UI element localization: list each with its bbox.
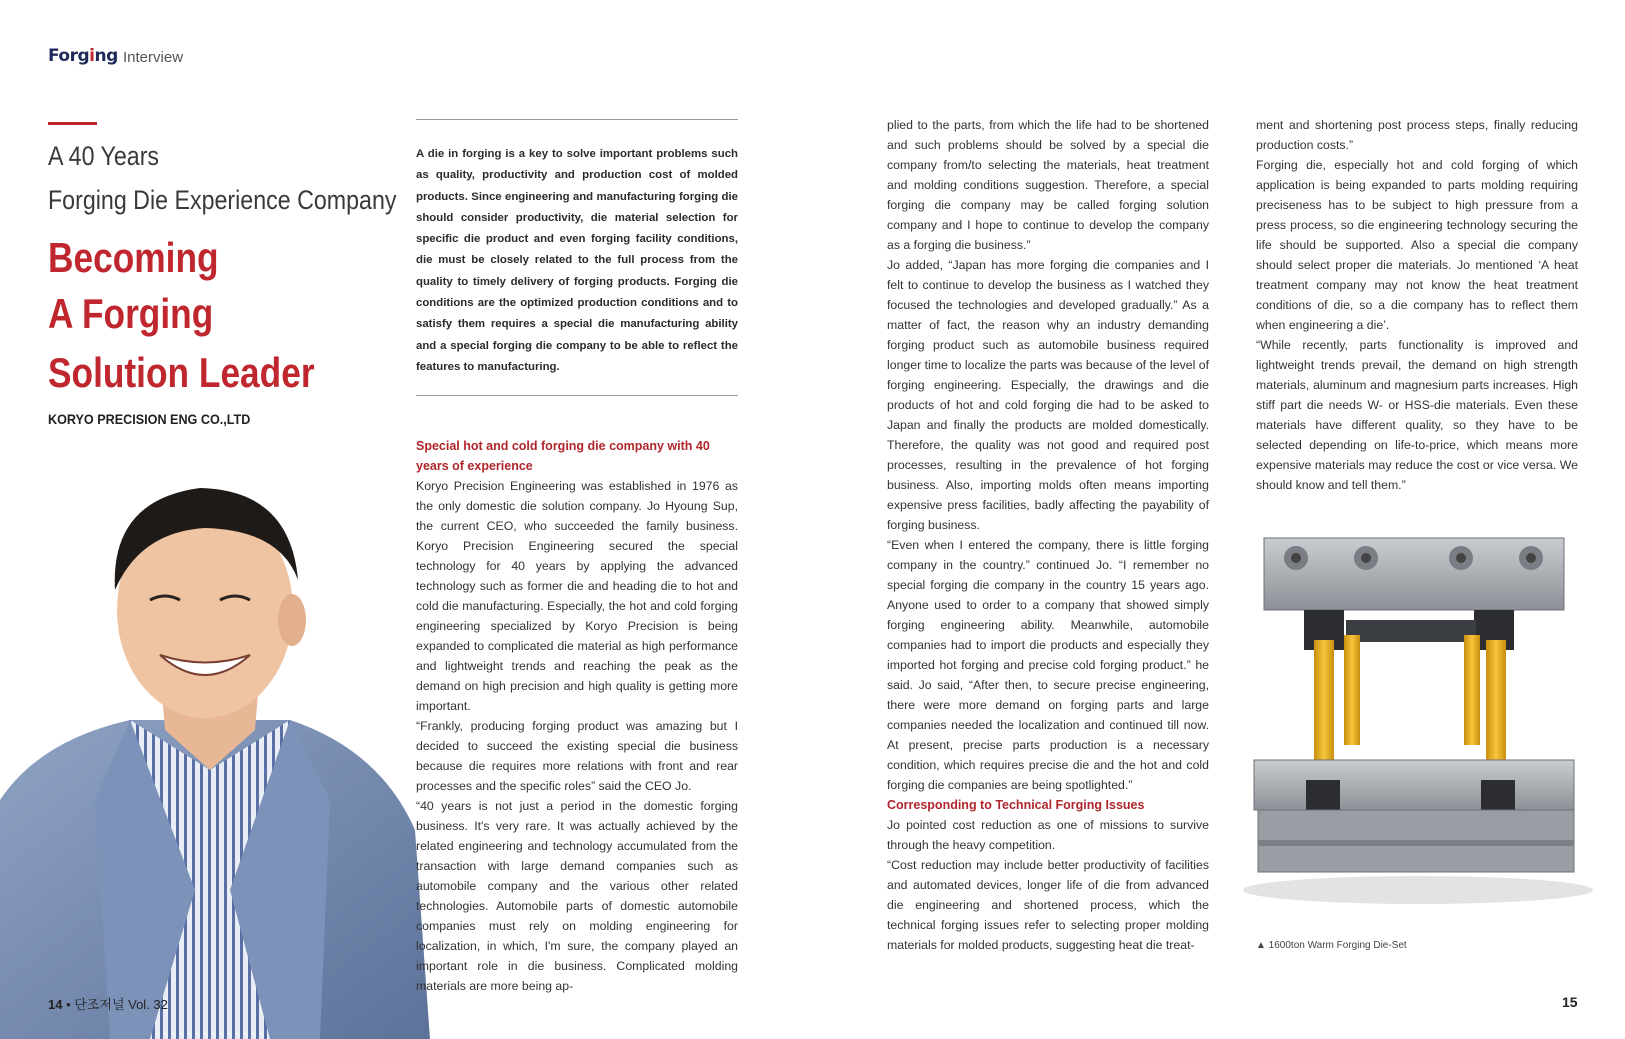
company-name: KORYO PRECISION ENG CO.,LTD [48,411,251,427]
section-label: Interview [123,49,184,66]
section-heading-technical: Corresponding to Technical Forging Issues [887,798,1145,812]
subtitle-line-1: A 40 Years [48,141,160,171]
body-column-2 [887,115,1209,795]
headline-line-2: A Forging [48,290,214,337]
body-paragraph: Forging die, especially hot and cold forging of which application is being expanded to parts molding requiring preciseness has to be subject to high pressure from a press process, so die engineering technology securing the life should be supported. Also a special die company should select proper die materials. Jo mentioned ‘A heat treatment company may not know the heat treatment conditions of die, so a die company has to reflect them when engineering a die’. [1256,158,1578,332]
magazine-logo: Forging [48,46,118,66]
folio-left: 14 • 단조저널 Vol. 32 [48,997,168,1012]
body-paragraph: “Frankly, producing forging product was amazing but I decided to succeed the existing special die business because die requires more relations with front and rear processes and the specific roles” said the CEO Jo. [416,719,738,793]
headline-line-3: Solution Leader [48,349,315,396]
body-paragraph: “Even when I entered the company, there is little forging company in the country.” continued Jo. “I remember no special forging die company in the country 15 years ago. Anyone used to order to a company that showed simply forging engineering ability. Meanwhile, automobile companies had to import die products and especially they imported hot forging and precise cold forging product.” he said. Jo said, “After then, to secure precise engineering, there were more demand on forging parts and large companies needed the localization and continued till now. At present, precise parts production is a necessary condition, which requires precise die and the hot and cold forging die companies are being spotlighted.” [887,538,1209,792]
body-paragraph: “While recently, parts functionality is improved and lightweight trends prevail, the demand on high strength materials, aluminum and magnesium parts increases. High stiff part die needs W- or HSS-die materials. Even these materials have different quality, so they have to be selected depending on life-to-price, which means more expensive materials may reduce the cost or vice versa. We should know and tell them.” [1256,338,1578,492]
die-set-photo [1236,530,1601,910]
body-column-1 [416,476,738,996]
folio-right: 15 [1562,994,1578,1010]
lead-bottom-rule [416,395,738,396]
lead-paragraph: A die in forging is a key to solve important problems such as quality, productivity and production cost of molded products. Since engineering and manufacturing forging die should consider productivity, die material selection for specific die product and even forging facility conditions, die must be closely related to the full process from the quality to timely delivery of forging products. Forging die conditions are the optimized production conditions and to satisfy them requires a special die manufacturing ability and a special forging die company to be able to reflect the features to manufacturing. [416,148,738,373]
body-paragraph: Koryo Precision Engineering was established in 1976 as the only domestic die solution company. Jo Hyoung Sup, the current CEO, who succeeded the family business. Koryo Precision Engineering secured the special technology for 40 years by applying the advanced technology such as former die and heading die to hot and cold die manufacturing. Especially, the hot and cold forging engineering specialized by Koryo Precision is being expanded to complicated die material as high performance and lightweight trends and reaching the peak as the demand on high precision and high quality is getting more important. [416,479,738,713]
body-column-3 [1256,115,1578,495]
title-accent-bar [48,122,97,125]
body-paragraph: Jo added, “Japan has more forging die companies and I felt to continue to develop the business as I watched they focused the technologies and developed gradually.” As a matter of fact, the reason why an industry demanding forging product such as automobile business required longer time to localize the parts was because of the level of forging engineering. Especially, the drawings and die products of hot and cold forging die had to be asked to Japan and finally the products are molded domestically. Therefore, the quality was not good and required post processes, resulting in the prevalence of hot forging business. Also, importing molds often means importing expensive press facilities, badly affecting the payability of forging business. [887,258,1209,532]
body-paragraph: “Cost reduction may include better productivity of facilities and automated devices, longer life of die from advanced die engineering and shortened process, which the technical forging issues refer to selecting proper molding materials for molded products, suggesting heat die treat- [887,858,1209,952]
body-column-2-continued [887,815,1209,955]
body-paragraph: “40 years is not just a period in the domestic forging business. It's very rare. It was actually achieved by the related engineering and technology accumulated from the transaction with large demand companies such as automobile company and the various other related technologies. Automobile parts of domestic automobile companies must rely on molding engineering for localization, in which, I'm sure, the company played an important role in die business. Complicated molding materials are more being ap- [416,799,738,993]
lead-top-rule [416,119,738,120]
headline-line-1: Becoming [48,234,219,281]
body-paragraph: ment and shortening post process steps, finally reducing production costs.” [1256,118,1578,152]
body-paragraph: plied to the parts, from which the life had to be shortened and such problems should be solved by a special die company from/to selecting the materials, heat treatment and molding conditions suggestion. Therefore, a special forging die company may be called forging solution company and I hope to continue to develop the company as a forging die business.” [887,118,1209,252]
photo-caption: ▲ 1600ton Warm Forging Die-Set [1256,940,1407,951]
body-paragraph: Jo pointed cost reduction as one of missions to survive through the heavy competition. [887,818,1209,852]
subtitle-line-2: Forging Die Experience Company [48,185,397,215]
ceo-portrait [0,470,430,1039]
section-heading-history: Special hot and cold forging die company with 40 years of experience [416,439,710,473]
